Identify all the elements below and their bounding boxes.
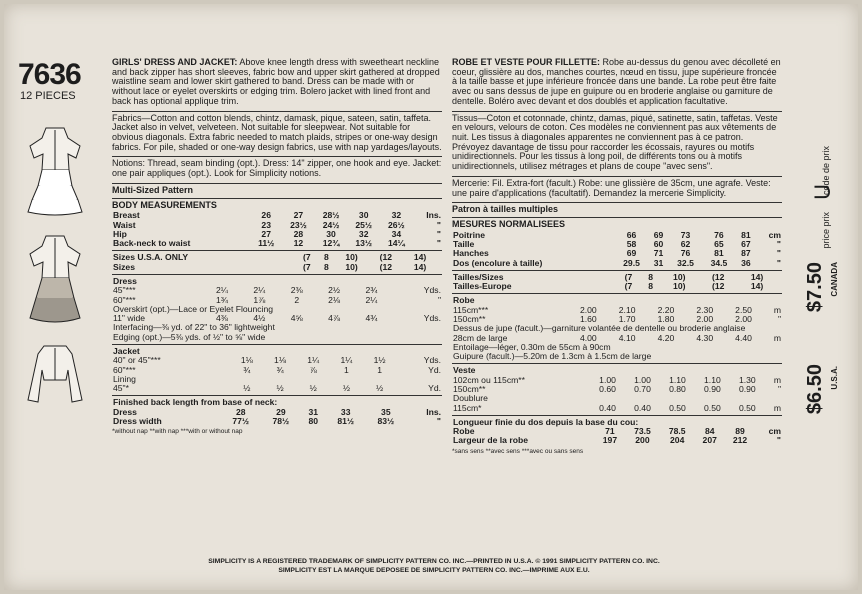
table-row: Tailles/Sizes (7 8 10) (12 14): [453, 271, 764, 282]
metrage-table-fr: Robe 115cm*** 2.00 2.10 2.20 2.30 2.50 m 150cm** 1.60 1.70 1.80 2.00 2.00 " Dessus de jupe (facult.)—garniture volantée de dentelle ou broderie anglaise 28cm de large 4.00 4.10 4.20 4.30 4.40 m Entoilage—léger, 0.30m de 55cm à 90cm Guipure (facult.)—5.20m de 1.3cm à 1.5cm de large: [453, 295, 781, 362]
code-label: code de prix: [821, 146, 831, 196]
table-row: Sizes (7 8 10) (12 14): [113, 261, 427, 272]
table-row: 60"*** ¾ ¾ ⅞ 1 1 Yd.: [113, 364, 441, 375]
mesures-heading: MESURES NORMALISEES: [452, 219, 566, 230]
body-measurements-heading: BODY MEASUREMENTS: [112, 199, 217, 210]
mesures-table: [452, 231, 782, 268]
yardage-table-en: Dress 45"*** 2¼ 2¼ 2⅜ 2½ 2¾ Yds. 60"*** 1¾ 1⅞ 2 2⅛ 2¼ " Overskirt (opt.)—Lace or Eyelet Flouncing 11" wide 4⅜ 4½ 4⅝ 4⅞ 4¾ Yds. Interfacing—⅜ yd. of 22" to 36" lightweight Edging (opt.)—5⅜ yds. of ½" to ⅝" wide: [113, 276, 441, 342]
table-row: Hip 27 28 30 32 34 ": [113, 228, 441, 239]
table-row: Poitrine 66 69 73 76 81 cm: [453, 229, 781, 240]
price-usa: $6.50: [804, 364, 826, 415]
multisize-fr: Patron à tailles multiples: [452, 204, 559, 215]
table-row: 45"* ½ ½ ½ ½ ½ Yd.: [113, 383, 441, 394]
description-en: GIRLS' DRESS AND JACKET: Above knee length dress with sweetheart neckline and back zipper has short sleeves, fabric bow and upper skirt gathered at dropped waistline seam and lower skirt gathered to band. Dress can be made with or without lace or eyelet overskirts or edging trim. Bolero jacket with lined front and back has optional applique trim.: [112, 57, 440, 106]
french-column: [452, 58, 782, 455]
table-row: Sizes U.S.A. ONLY (7 8 10) (12 14): [113, 252, 427, 263]
description-fr: ROBE ET VESTE POUR FILLETTE: Robe au-dessus du genou avec décolleté en coeur, glissière au dos, manches courtes, nœud en tissu, jupe supérieure froncée à la taille basse et jupe inférieure froncée dans une bande. La robe peut être faite avec ou sans dessus de jupe en guipure ou en broderie anglaise ou garniture de dentelle. Boléro avec devant et dos doublés et application facultative.: [452, 57, 781, 106]
veste-table-fr: Veste 102cm ou 115cm** 1.00 1.00 1.10 1.10 1.30 m 150cm** 0.60 0.70 0.80 0.90 0.90 " Doublure 115cm* 0.40 0.40 0.50 0.50 0.50 m: [453, 365, 781, 413]
price-code-letter: U: [810, 184, 835, 200]
table-row: 150cm** 0.60 0.70 0.80 0.90 0.90 ": [453, 384, 781, 394]
footnote-fr: *sans sens **avec sens ***avec ou sans sens: [452, 447, 584, 455]
garment-illustrations: [22, 124, 92, 426]
price-label: price prix: [821, 212, 831, 249]
legal-notice: [134, 558, 734, 576]
english-column: [112, 58, 442, 435]
notions-en: Notions: Thread, seam binding (opt.). Dress: 14" zipper, one hook and eye. Jacket: one pair appliques (opt.). Look for Simplicity notions.: [112, 158, 442, 179]
table-row: Largeur de la robe 197 200 204 207 212 ": [453, 435, 781, 446]
sizes-table-fr: [452, 273, 782, 292]
table-row: Dress width 77½ 78½ 80 81½ 83½ ": [113, 415, 441, 426]
jacket-table-en: Jacket 40" or 45"*** 1⅛ 1⅛ 1¼ 1¼ 1½ Yds. 60"*** ¾ ¾ ⅞ 1 1 Yd. Lining 45"* ½ ½ ½ ½ ½ Yd.: [113, 346, 441, 394]
table-row: 45"*** 2¼ 2¼ 2⅜ 2½ 2¾ Yds.: [113, 285, 441, 296]
price-canada-label: CANADA: [830, 262, 839, 297]
table-row: 28cm de large 4.00 4.10 4.20 4.30 4.40 m: [453, 332, 781, 343]
table-row: Hanches 69 71 76 81 87 ": [453, 248, 781, 259]
table-row: Tailles-Europe (7 8 10) (12 14): [453, 281, 764, 292]
table-row: 11" wide 4⅜ 4½ 4⅝ 4⅞ 4¾ Yds.: [113, 313, 441, 324]
fabrics-en: Fabrics—Cotton and cotton blends, chintz, damask, pique, sateen, satin, taffeta. Jacket also in velvet, velveteen. Not suitable for sleepwear. Not suitable for obvious diagonals. Extra fabric needed to match plaids, stripes or one-way design fabrics. For pile, shaded or one-way design fabrics, use with nap yardages/layouts.: [112, 112, 442, 152]
table-row: Taille 58 60 62 65 67 ": [453, 239, 781, 250]
legal-en: SIMPLICITY IS A REGISTERED TRADEMARK OF SIMPLICITY PATTERN CO. INC.—PRINTED IN U.S.A. © 1991 SIMPLICITY PATTERN CO. INC.: [208, 558, 660, 565]
table-row: Dress 28 29 31 33 35 Ins.: [113, 406, 441, 417]
table-row: Dos (encolure à taille) 29.5 31 32.5 34.5 36 ": [453, 257, 781, 268]
table-row: Waist 23 23½ 24½ 25½ 26½ ": [113, 219, 441, 230]
bolero-jacket-illustration: [22, 340, 88, 410]
finished-table-en: Finished back length from base of neck: Dress 28 29 31 33 35 Ins. Dress width 77½ 78½ 80 81½ 83½ ": [113, 397, 441, 426]
multisize-en: Multi-Sized Pattern: [112, 184, 194, 195]
tissus-fr: Tissus—Coton et cotonnade, chintz, damas, piqué, satinette, satin, taffetas. Veste en velours, velours de coton. Ces modèles ne conviennent pas aux vêtements de nuit. Les tissus à diagonales apparentes ne conviennent pas à ce patron. Prévoyez davantage de tissu pour raccorder les écossais, rayures ou motifs unidirectionnels. Pour les tissus à long poil, de différents tons ou à motifs unidirectionnels, utilisez métrages et plans de coupe "avec sens".: [452, 112, 778, 172]
pattern-envelope-back: [4, 4, 858, 590]
table-row: 40" or 45"*** 1⅛ 1⅛ 1¼ 1¼ 1½ Yds.: [113, 355, 441, 366]
mercerie-fr: Mercerie: Fil. Extra-fort (facult.) Robe: une glissière de 35cm, une agrafe. Veste: une paire d'applications (facultatif). Demandez la mercerie Simplicity.: [452, 177, 771, 198]
longueur-table-fr: Longueur finie du dos depuis la base du cou: Robe 71 73.5 78.5 84 89 cm Largeur de la robe 197 200 204 207 212 ": [453, 416, 781, 446]
table-row: 102cm ou 115cm** 1.00 1.00 1.10 1.10 1.30 m: [453, 374, 781, 385]
dress-back-view-illustration: [22, 124, 88, 216]
table-row: Robe 71 73.5 78.5 84 89 cm: [453, 426, 781, 437]
table-row: 115cm*** 2.00 2.10 2.20 2.30 2.50 m: [453, 304, 781, 315]
table-row: 115cm* 0.40 0.40 0.50 0.50 0.50 m: [453, 402, 781, 413]
price-canada: $7.50: [804, 262, 826, 313]
table-row: Back-neck to waist 11½ 12 12¾ 13½ 14¼ ": [113, 238, 441, 249]
sizes-table-en: [112, 253, 442, 272]
dress-overskirt-illustration: [22, 232, 88, 324]
piece-count: 12 PIECES: [20, 90, 76, 102]
table-row: Breast 26 27 28½ 30 32 Ins.: [113, 210, 441, 221]
table-row: 60"*** 1¾ 1⅞ 2 2⅛ 2¼ ": [113, 294, 441, 305]
price-usa-label: U.S.A.: [830, 366, 839, 390]
pattern-number: 7636: [18, 58, 81, 91]
legal-fr: SIMPLICITY EST LA MARQUE DEPOSEE DE SIMPLICITY PATTERN CO. INC.—IMPRIME AUX E.U.: [278, 566, 590, 574]
body-measurements-table: [112, 211, 442, 248]
footnote-en: *without nap **with nap ***with or without nap: [112, 428, 243, 436]
table-row: 150cm** 1.60 1.70 1.80 2.00 2.00 ": [453, 314, 781, 325]
